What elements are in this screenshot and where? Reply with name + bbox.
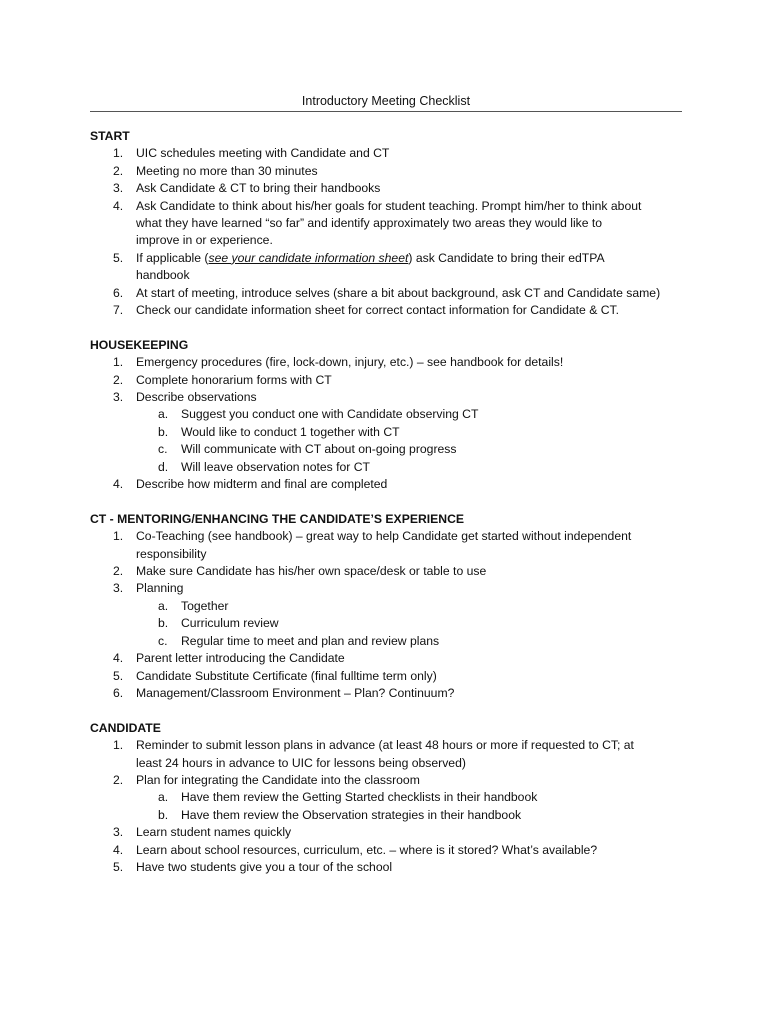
checklist-section <box>90 511 690 702</box>
item-text: Describe how midterm and final are completed <box>136 477 388 492</box>
item-text: Co-Teaching (see handbook) – great way to help Candidate get started without independent <box>136 529 632 544</box>
item-text: Planning <box>136 581 184 596</box>
item-text: Reminder to submit lesson plans in advance (at least 48 hours or more if requested to CT; at <box>136 738 634 753</box>
section-heading: START <box>90 129 130 143</box>
checklist-section <box>90 128 690 319</box>
checklist-item <box>90 476 690 493</box>
checklist-item <box>90 772 690 789</box>
checklist-item <box>90 563 690 580</box>
checklist-list <box>90 354 690 493</box>
checklist-item <box>90 232 690 249</box>
item-text-part: ) ask Candidate to bring their edTPA <box>408 250 605 265</box>
item-text: Meeting no more than 30 minutes <box>136 163 318 178</box>
candidate-info-sheet-reference: see your candidate information sheet <box>208 250 409 265</box>
checklist-item <box>90 842 690 859</box>
checklist-item <box>90 163 690 180</box>
item-number: 3. <box>113 181 124 196</box>
checklist-item <box>90 755 690 772</box>
checklist-section <box>90 720 690 877</box>
title-underline <box>90 111 682 112</box>
subitem-text: Have them review the Observation strategies in their handbook <box>181 807 522 822</box>
checklist-list <box>90 737 690 876</box>
subitem-text: Will leave observation notes for CT <box>181 459 370 474</box>
checklist-subitem <box>90 406 690 423</box>
checklist-item <box>90 389 690 406</box>
item-number: 1. <box>113 529 124 544</box>
item-text: Learn about school resources, curriculum, etc. – where is it stored? What’s available? <box>136 842 598 857</box>
checklist-item <box>90 824 690 841</box>
item-number: 6. <box>113 285 124 300</box>
checklist-subitem <box>90 633 690 650</box>
item-text: Learn student names quickly <box>136 825 292 840</box>
subitem-text: Would like to conduct 1 together with CT <box>181 424 400 439</box>
item-number: 5. <box>113 859 124 874</box>
item-number: 6. <box>113 685 124 700</box>
item-text: responsibility <box>136 546 207 561</box>
item-number: 3. <box>113 390 124 405</box>
subitem-text: Have them review the Getting Started checklists in their handbook <box>181 790 538 805</box>
item-number: 1. <box>113 738 124 753</box>
item-text: Have two students give you a tour of the school <box>136 859 393 874</box>
subitem-letter: b. <box>158 424 169 439</box>
item-text: Complete honorarium forms with CT <box>136 372 332 387</box>
item-number: 3. <box>113 825 124 840</box>
subitem-letter: a. <box>158 598 169 613</box>
item-text: Ask Candidate to think about his/her goals for student teaching. Prompt him/her to think about <box>136 198 642 213</box>
item-number: 2. <box>113 163 124 178</box>
section-heading: HOUSEKEEPING <box>90 337 189 352</box>
checklist-item <box>90 859 690 876</box>
checklist-subitem <box>90 789 690 806</box>
item-number: 1. <box>113 355 124 370</box>
checklist-item <box>90 198 690 215</box>
item-text: Candidate Substitute Certificate (final fulltime term only) <box>136 668 437 683</box>
subitem-letter: b. <box>158 616 169 631</box>
subitem-letter: b. <box>158 807 169 822</box>
checklist-subitem <box>90 615 690 632</box>
item-number: 4. <box>113 651 124 666</box>
subitem-letter: c. <box>158 442 168 457</box>
subitem-letter: a. <box>158 407 169 422</box>
item-text: least 24 hours in advance to UIC for lessons being observed) <box>136 755 466 770</box>
item-text-part: If applicable ( <box>136 250 209 265</box>
item-number: 4. <box>113 477 124 492</box>
checklist-subitem <box>90 441 690 458</box>
item-number: 3. <box>113 581 124 596</box>
checklist-item <box>90 685 690 702</box>
section-heading: CT - MENTORING/ENHANCING THE CANDIDATE’S EXPERIENCE <box>90 511 464 526</box>
checklist-item <box>90 650 690 667</box>
document-title: Introductory Meeting Checklist <box>301 94 471 108</box>
checklist-item <box>90 528 690 545</box>
checklist-subitem <box>90 424 690 441</box>
item-number: 1. <box>113 146 124 161</box>
checklist-subitem <box>90 459 690 476</box>
item-text <box>136 251 605 265</box>
checklist-item <box>90 546 690 563</box>
checklist-item <box>90 267 690 284</box>
item-number: 4. <box>113 842 124 857</box>
checklist-item <box>90 354 690 371</box>
subitem-letter: a. <box>158 790 169 805</box>
item-text: improve in or experience. <box>136 233 273 248</box>
item-text: Parent letter introducing the Candidate <box>136 651 345 666</box>
item-text: what they have learned “so far” and identify approximately two areas they would like to <box>136 216 603 231</box>
checklist-subitem <box>90 807 690 824</box>
item-number: 2. <box>113 564 124 579</box>
checklist-item <box>90 668 690 685</box>
item-text: Management/Classroom Environment – Plan? Continuum? <box>136 685 455 700</box>
item-text: Make sure Candidate has his/her own space/desk or table to use <box>136 564 487 579</box>
section-heading: CANDIDATE <box>90 720 161 735</box>
checklist-section <box>90 337 690 494</box>
checklist-item <box>90 580 690 597</box>
item-number: 2. <box>113 372 124 387</box>
item-number: 2. <box>113 772 124 787</box>
checklist-item <box>90 737 690 754</box>
subitem-text: Will communicate with CT about on-going progress <box>181 442 457 457</box>
checklist-item <box>90 285 690 302</box>
item-number: 7. <box>113 303 124 318</box>
checklist-item <box>90 250 690 267</box>
item-number: 5. <box>113 668 124 683</box>
item-number: 4. <box>113 198 124 213</box>
subitem-text: Curriculum review <box>181 616 279 631</box>
item-text: UIC schedules meeting with Candidate and CT <box>136 146 390 161</box>
subitem-text: Suggest you conduct one with Candidate observing CT <box>181 407 479 422</box>
item-text: Check our candidate information sheet for correct contact information for Candidate & CT. <box>136 303 619 318</box>
subitem-text: Together <box>181 598 229 613</box>
checklist-item <box>90 145 690 162</box>
checklist-body <box>90 128 690 894</box>
checklist-item <box>90 215 690 232</box>
item-text: Emergency procedures (fire, lock-down, injury, etc.) – see handbook for details! <box>136 355 564 370</box>
item-text: Describe observations <box>136 390 257 405</box>
subitem-letter: d. <box>158 459 169 474</box>
item-text: Ask Candidate & CT to bring their handbooks <box>136 181 381 196</box>
checklist-subitem <box>90 598 690 615</box>
checklist-list <box>90 528 690 702</box>
item-text: handbook <box>136 268 190 283</box>
checklist-item <box>90 372 690 389</box>
item-number: 5. <box>113 250 124 265</box>
item-text: Plan for integrating the Candidate into the classroom <box>136 772 420 787</box>
item-text: At start of meeting, introduce selves (share a bit about background, ask CT and Candidate same) <box>136 285 661 300</box>
subitem-text: Regular time to meet and plan and review plans <box>181 633 440 648</box>
checklist-list <box>90 145 690 319</box>
checklist-item <box>90 302 690 319</box>
subitem-letter: c. <box>158 633 168 648</box>
checklist-item <box>90 180 690 197</box>
